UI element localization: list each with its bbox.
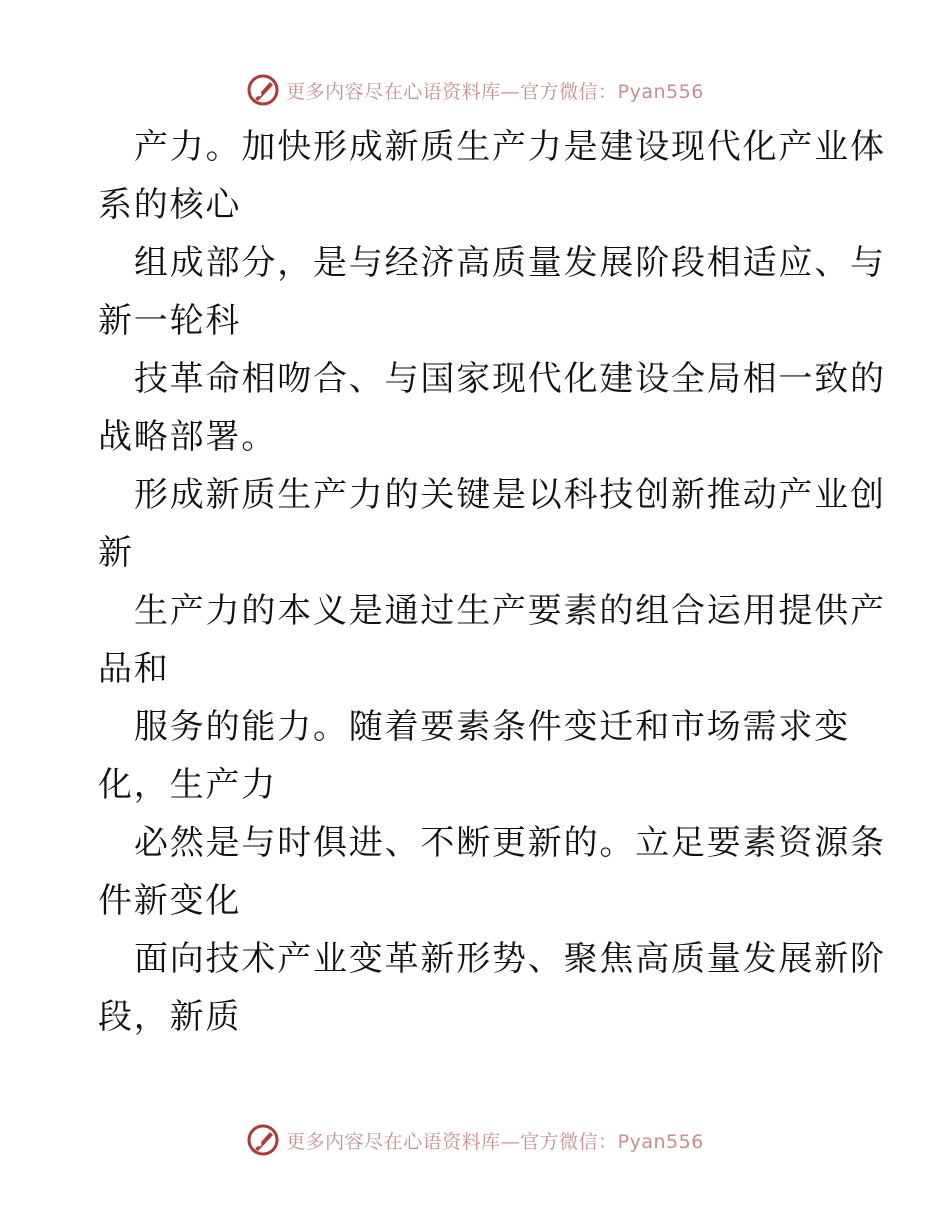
paragraph-line: 面向技术产业变革新形势、聚焦高质量发展新阶 [134, 939, 886, 979]
paragraph-line: 系的核心 [98, 185, 242, 225]
paragraph-line: 件新变化 [98, 881, 242, 921]
watermark-wechat-id: Pyan556 [617, 1130, 704, 1153]
paragraph [98, 118, 886, 234]
watermark-text: 更多内容尽在心语资料库—官方微信：Pyan556 [286, 1130, 704, 1153]
paragraph-line: 形成新质生产力的关键是以科技创新推动产业创 [134, 475, 886, 515]
paragraph [98, 466, 886, 582]
paragraph-line: 新一轮科 [98, 301, 242, 341]
paragraph-line: 服务的能力。随着要素条件变迁和市场需求变 [134, 707, 850, 747]
watermark-text: 更多内容尽在心语资料库—官方微信：Pyan556 [286, 80, 704, 103]
paragraph [98, 234, 886, 350]
paragraph [98, 814, 886, 930]
paragraph [98, 350, 886, 466]
watermark-wechat-id: Pyan556 [617, 80, 704, 103]
paragraph-line: 品和 [98, 649, 170, 689]
paragraph-line: 化，生产力 [98, 765, 277, 805]
pen-logo-icon [246, 73, 280, 107]
header-watermark [0, 70, 950, 110]
paragraph-line: 战略部署。 [98, 417, 277, 457]
paragraph-line: 组成部分，是与经济高质量发展阶段相适应、与 [134, 243, 886, 283]
paragraph-line: 新 [98, 533, 134, 573]
paragraph [98, 582, 886, 698]
paragraph-line: 生产力的本义是通过生产要素的组合运用提供产 [134, 591, 886, 631]
paragraph-line: 产力。加快形成新质生产力是建设现代化产业体 [134, 127, 886, 167]
footer-watermark [0, 1120, 950, 1160]
paragraph-line: 技革命相吻合、与国家现代化建设全局相一致的 [134, 359, 886, 399]
pen-logo-icon [246, 1123, 280, 1157]
paragraph [98, 698, 858, 814]
paragraph-line: 必然是与时俱进、不断更新的。立足要素资源条 [134, 823, 886, 863]
paragraph-line: 段，新质 [98, 997, 242, 1037]
document-body [98, 118, 886, 1046]
paragraph [98, 930, 886, 1046]
